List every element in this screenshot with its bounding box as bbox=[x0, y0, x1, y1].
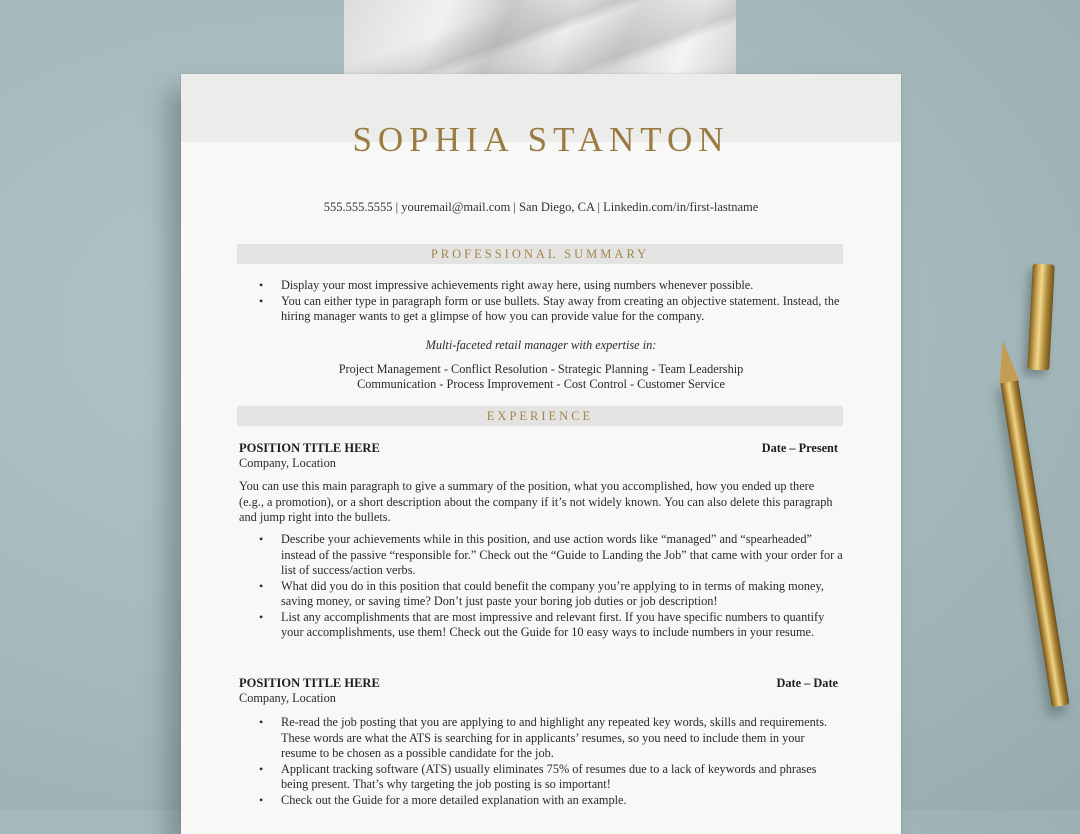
list-item: • What did you do in this position that could benefit the company you’re applying to in terms of making money, saving money, or saving time? Don’t just paste your boring job duties or job description! bbox=[237, 579, 843, 610]
skills-line: Communication - Process Improvement - Cost Control - Customer Service bbox=[357, 377, 725, 391]
tagline: Multi-faceted retail manager with expertise in: bbox=[425, 338, 657, 352]
list-item: • You can either type in paragraph form or use bullets. Stay away from creating an objective statement. Instead, the hiring manager wants to get a glimpse of how you can provide value for the company. bbox=[237, 294, 843, 325]
position-bullets bbox=[237, 715, 843, 808]
summary-bullets bbox=[237, 278, 843, 325]
list-item: • Check out the Guide for a more detailed explanation with an example. bbox=[237, 793, 843, 809]
summary-heading: PROFESSIONAL SUMMARY bbox=[237, 244, 843, 264]
company-location: Company, Location bbox=[239, 456, 336, 470]
position-title: POSITION TITLE HERE bbox=[239, 441, 380, 455]
pen-cap bbox=[1027, 263, 1055, 370]
position-date: Date – Present bbox=[761, 441, 838, 455]
list-item: • Applicant tracking software (ATS) usually eliminates 75% of resumes due to a lack of keywords and phrases being present. That’s why targeting the job posting is so important! bbox=[237, 762, 843, 793]
pen-tip bbox=[993, 339, 1019, 384]
resume-page bbox=[181, 74, 901, 834]
position-title: POSITION TITLE HERE bbox=[239, 676, 380, 690]
position-bullets bbox=[237, 532, 843, 641]
list-item: • Display your most impressive achievements right away here, using numbers whenever possible. bbox=[237, 278, 843, 294]
candidate-name: SOPHIA STANTON bbox=[352, 120, 730, 159]
position-summary: You can use this main paragraph to give a summary of the position, what you accomplished, how you ended up there (e.g., a promotion), or a short description about the company if it’s not widely known. You can also delete this paragraph and jump right into the bullets. bbox=[239, 479, 833, 524]
marble-background bbox=[344, 0, 736, 80]
list-item: • List any accomplishments that are most impressive and relevant first. If you have specific numbers to quantify your accomplishments, use them! Check out the Guide for 10 easy ways to include numbers in your resume. bbox=[237, 610, 843, 641]
position-date: Date – Date bbox=[776, 676, 838, 690]
contact-line: 555.555.5555 | youremail@mail.com | San Diego, CA | Linkedin.com/in/first-lastname bbox=[323, 200, 759, 214]
company-location: Company, Location bbox=[239, 691, 336, 705]
list-item: • Re-read the job posting that you are applying to and highlight any repeated key words, skills and requirements. These words are what the ATS is searching for in applicants’ resumes, so you need to include them in your resume to be chosen as a possible candidate for the job. bbox=[237, 715, 843, 762]
gold-pen bbox=[1000, 379, 1069, 708]
experience-heading: EXPERIENCE bbox=[237, 406, 843, 426]
list-item: • Describe your achievements while in this position, and use action words like “managed” and “spearheaded” instead of the passive “responsible for.” Check out the “Guide to Landing the Job” that came with your order for a list of success/action verbs. bbox=[237, 532, 843, 579]
skills-line: Project Management - Conflict Resolution - Strategic Planning - Team Leadership bbox=[338, 362, 744, 376]
